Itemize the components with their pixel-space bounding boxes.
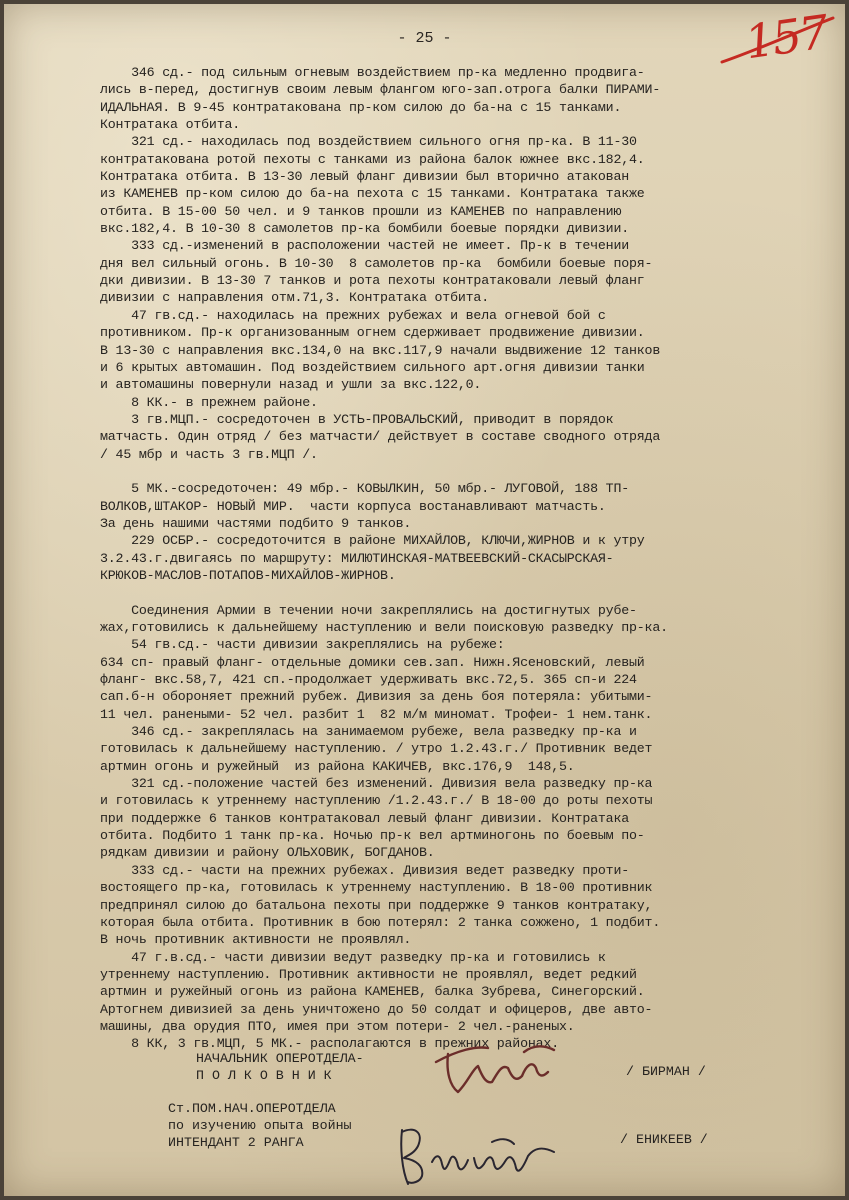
text-line: / 45 мбр и часть 3 гв.МЦП /. <box>100 446 318 462</box>
signature-rank-line: ИНТЕНДАНТ 2 РАНГА <box>168 1135 304 1150</box>
signature-subtitle-line: по изучению опыта войны <box>168 1118 352 1133</box>
text-line: 346 сд.- под сильным огневым воздействием пр-ка медленно продвига- <box>100 65 645 80</box>
text-line: отбита. В 15-00 50 чел. и 9 танков прошли из КАМЕНЕВ по направлению <box>100 203 622 219</box>
text-line: контратакована ротой пехоты с танками из района балок южнее вкс.182,4. <box>100 151 645 167</box>
text-line: ИДАЛЬНАЯ. В 9-45 контратакована пр-ком силою до ба-на с 15 танками. <box>100 99 622 115</box>
text-line: дивизии с направления отм.71,3. Контратака отбита. <box>100 290 489 306</box>
text-line: и автомашины повернули назад и ушли за вкс.122,0. <box>100 377 482 393</box>
text-line: рядкам дивизии и району ОЛЬХОВИК, БОГДАНОВ. <box>100 845 435 861</box>
text-line: В ночь противник активности не проявлял. <box>100 932 412 948</box>
text-line: 321 сд.- находилась под воздействием сильного огня пр-ка. В 11-30 <box>100 134 637 150</box>
text-line: Артогнем дивизией за день уничтожено до 50 солдат и офицеров, две авто- <box>100 1001 653 1017</box>
text-line: 333 сд.- части на прежних рубежах. Дивизия ведет разведку проти- <box>100 862 630 878</box>
signature-title-line: Ст.ПОМ.НАЧ.ОПЕРОТДЕЛА <box>168 1101 336 1116</box>
text-line: матчасть. Один отряд / без матчасти/ действует в составе сводного отряда <box>100 429 661 445</box>
text-line: дня вел сильный огонь. В 10-30 8 самолетов пр-ка бомбили боевые поря- <box>100 255 653 271</box>
archive-stamp-number: 157 <box>741 4 831 70</box>
text-line: КРЮКОВ-МАСЛОВ-ПОТАПОВ-МИХАЙЛОВ-ЖИРНОВ. <box>100 567 396 583</box>
text-line: из КАМЕНЕВ пр-ком силою до ба-на пехота с 15 танками. Контратака также <box>100 186 645 202</box>
text-line: и готовилась к утреннему наступлению /1.2.43.г./ В 18-00 до роты пехоты <box>100 793 653 809</box>
text-line: 47 гв.сд.- находилась на прежних рубежах и вела огневой бой с <box>100 307 606 323</box>
report-body-text <box>100 64 844 1053</box>
signature-block-senior-assistant <box>168 1100 352 1151</box>
signature-name-enikeev: / ЕНИКЕЕВ / <box>620 1132 708 1147</box>
text-line: 54 гв.сд.- части дивизии закреплялись на рубеже: <box>100 637 505 653</box>
text-line: дки дивизии. В 13-30 7 танков и рота пехоты контратаковали левый фланг <box>100 273 645 289</box>
text-line: Контратака отбита. В 13-30 левый фланг дивизии был вторично атакован <box>100 169 630 185</box>
text-line: готовилась к дальнейшему наступлению. / утро 1.2.43.г./ Противник ведет <box>100 741 653 757</box>
text-line: 11 чел. ранеными- 52 чел. разбит 1 82 м/м миномат. Трофеи- 1 нем.танк. <box>100 706 653 722</box>
text-line: Соединения Армии в течении ночи закреплялись на достигнутых рубе- <box>100 602 637 618</box>
text-line: лись в-перед, достигнув своим левым флангом юго-зап.отрога балки ПИРАМИ- <box>100 82 661 98</box>
text-line: и 6 крытых автомашин. Под воздействием сильного арт.огня дивизии танки <box>100 359 645 375</box>
text-line: сап.б-н обороняет прежний рубеж. Дивизия за день боя потеряла: убитыми- <box>100 689 653 705</box>
signature-title-line: НАЧАЛЬНИК ОПЕРОТДЕЛА- <box>196 1051 364 1066</box>
text-line: 321 сд.-положение частей без изменений. Дивизия вела разведку пр-ка <box>100 776 653 792</box>
text-line: 346 сд.- закреплялась на занимаемом рубеже, вела разведку пр-ка и <box>100 724 637 740</box>
text-line: вкс.182,4. В 10-30 8 самолетов пр-ка бомбили боевые порядки дивизии. <box>100 221 630 237</box>
text-line: 229 ОСБР.- сосредоточится в районе МИХАЙЛОВ, КЛЮЧИ,ЖИРНОВ и к утру <box>100 533 645 549</box>
document-page <box>4 4 845 1196</box>
text-line: 3.2.43.г.двигаясь по маршруту: МИЛЮТИНСКАЯ-МАТВЕЕВСКИЙ-СКАСЫРСКАЯ- <box>100 550 614 566</box>
text-line: 333 сд.-изменений в расположении частей не имеет. Пр-к в течении <box>100 238 630 254</box>
handwritten-signature-birman <box>428 1032 564 1102</box>
blank-line <box>100 463 844 480</box>
text-line: отбита. Подбито 1 танк пр-ка. Ночью пр-к вел артминогонь по боевым по- <box>100 828 645 844</box>
text-line: В 13-30 с направления вкс.134,0 на вкс.117,9 начали выдвижение 12 танков <box>100 342 661 358</box>
text-line: артмин огонь и ружейный из района КАКИЧЕВ, вкс.176,9 148,5. <box>100 758 575 774</box>
text-line: фланг- вкс.58,7, 421 сп.-продолжает удерживать вкс.72,5. 365 сп-и 224 <box>100 672 637 688</box>
text-line: 47 г.в.сд.- части дивизии ведут разведку пр-ка и готовились к <box>100 949 606 965</box>
text-line: 8 КК.- в прежнем районе. <box>100 394 318 410</box>
text-line: 5 МК.-сосредоточен: 49 мбр.- КОВЫЛКИН, 50 мбр.- ЛУГОВОЙ, 188 ТП- <box>100 481 630 497</box>
text-line: противником. Пр-к организованным огнем сдерживает продвижение дивизии. <box>100 325 645 341</box>
signature-name-birman: / БИРМАН / <box>626 1064 706 1079</box>
page-number: - 25 - <box>397 30 452 47</box>
text-line: предпринял силою до батальона пехоты при поддержке 9 танков контратаку, <box>100 897 653 913</box>
text-line: ВОЛКОВ,ШТАКОР- НОВЫЙ МИР. части корпуса востанавливают матчасть. <box>100 498 606 514</box>
text-line: которая была отбита. Противник в бою потерял: 2 танка сожжено, 1 подбит. <box>100 914 661 930</box>
text-line: утреннему наступлению. Противник активности не проявлял, ведет редкий <box>100 966 637 982</box>
text-line: Контратака отбита. <box>100 117 241 133</box>
text-line: востоящего пр-ка, готовилась к утреннему наступлению. В 18-00 противник <box>100 880 653 896</box>
text-line: при поддержке 6 танков контратаковал левый фланг дивизии. Контратака <box>100 810 630 826</box>
text-line: 8 КК, 3 гв.МЦП, 5 МК.- располагаются в прежних районах. <box>100 1036 559 1052</box>
text-line: 634 сп- правый фланг- отдельные домики сев.зап. Нижн.Ясеновский, левый <box>100 654 645 670</box>
signature-block-head-of-operations <box>196 1050 364 1084</box>
text-line: машины, два орудия ПТО, имея при этом потери- 2 чел.-раненых. <box>100 1018 575 1034</box>
text-line: жах,готовились к дальнейшему наступлению и вели поисковую разведку пр-ка. <box>100 620 668 635</box>
text-line: артмин и ружейный огонь из района КАМЕНЕВ, балка Зубрева, Синегорский. <box>100 984 645 1000</box>
signature-rank-line: П О Л К О В Н И К <box>196 1068 332 1083</box>
text-line: 3 гв.МЦП.- сосредоточен в УСТЬ-ПРОВАЛЬСКИЙ, приводит в порядок <box>100 411 614 427</box>
text-line: За день нашими частями подбито 9 танков. <box>100 515 412 531</box>
handwritten-signature-enikeev <box>388 1118 568 1190</box>
blank-line <box>100 584 844 601</box>
